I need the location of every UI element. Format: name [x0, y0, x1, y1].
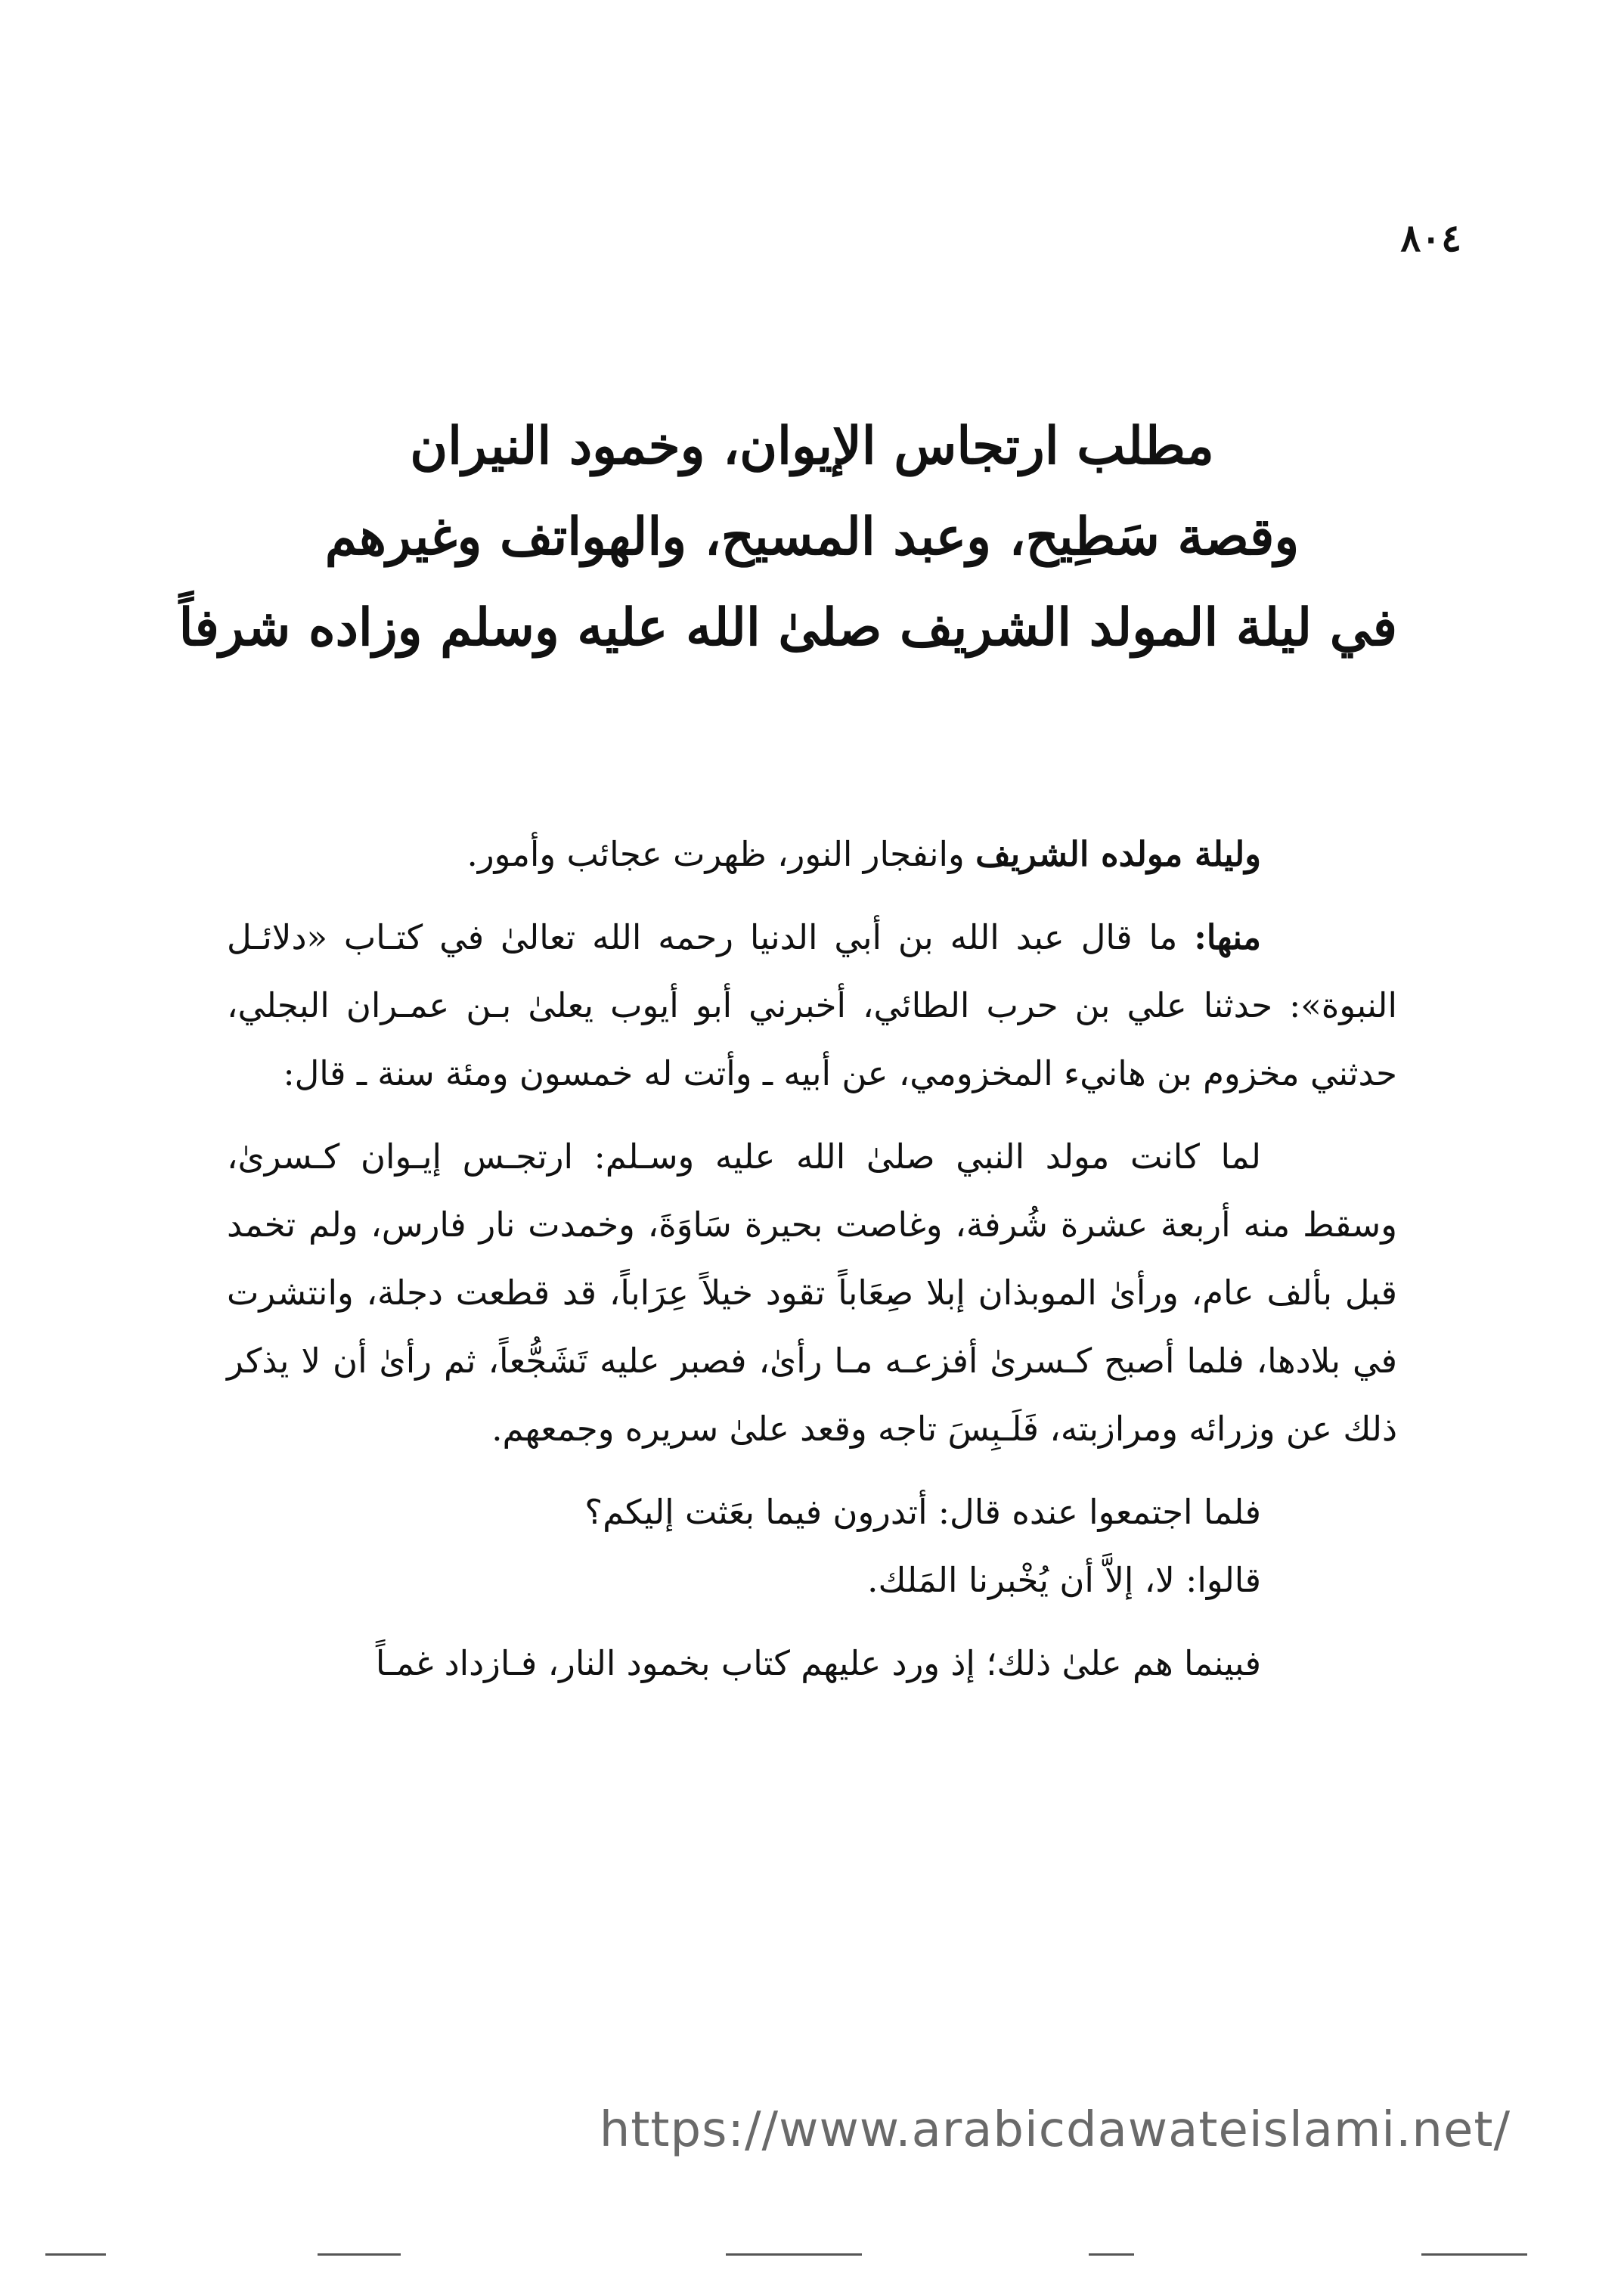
paragraph-1-lead: وليلة مولده الشريف	[975, 834, 1261, 874]
heading-line-2: وقصة سَطِيح، وعبد المسيح، والهواتف وغيرهم	[324, 507, 1300, 567]
paragraph-3	[227, 1123, 1397, 1463]
paragraph-2	[227, 904, 1397, 1108]
paragraph-2-lead: منها:	[1194, 917, 1261, 957]
footer-rule	[1089, 2253, 1134, 2256]
paragraph-1-text: وانفجار النور، ظهرت عجائب وأمور.	[466, 834, 976, 874]
paragraph-5-text: قالوا: لا، إلاَّ أن يُخْبرنا المَلك.	[867, 1560, 1261, 1600]
page-number: ٨٠٤	[1400, 216, 1461, 260]
paragraph-4	[227, 1478, 1397, 1546]
footer-rule	[45, 2253, 106, 2256]
footer-rule	[1421, 2253, 1527, 2256]
chapter-heading	[178, 401, 1397, 673]
paragraph-5	[227, 1546, 1397, 1614]
heading-line-3: في ليلة المولد الشريف صلىٰ الله عليه وسلم وزاده شرفاً	[178, 597, 1397, 658]
watermark-url: https://www.arabicdawateislami.net/	[599, 2102, 1511, 2158]
footer-rule	[726, 2253, 862, 2256]
paragraph-6	[227, 1630, 1397, 1698]
paragraph-4-text: فلما اجتمعوا عنده قال: أتدرون فيما بعَثت إليكم؟	[584, 1492, 1261, 1532]
paragraph-6-text: فبينما هم علىٰ ذلك؛ إذ ورد عليهم كتاب بخمود النار، فـازداد غمـاً	[375, 1643, 1261, 1683]
paragraph-2-text: ما قال عبد الله بن أبي الدنيا رحمه الله تعالىٰ في كتـاب «دلائـل النبوة»: حدثنا علي بن حرب الطائي، أخبرني أبو أيوب يعلىٰ بـن عمـران البجلي، حدثني مخزوم بن هانيء المخزومي، عن أبيه ـ وأتت له خمسون ومئة سنة ـ قال:	[227, 917, 1397, 1093]
body-text	[227, 820, 1397, 1713]
heading-line-1: مطلب ارتجاس الإيوان، وخمود النيران	[410, 416, 1214, 476]
paragraph-3-text: لما كانت مولد النبي صلىٰ الله عليه وسـلم: ارتجـس إيـوان كـسرىٰ، وسقط منه أربعة عشرة شُرفة، وغاصت بحيرة سَاوَةَ، وخمدت نار فارس، ولم تخمد قبل بألف عام، ورأىٰ الموبذان إبلا صِعَاباً تقود خيلاً عِرَاباً، قد قطعت دجلة، وانتشرت في بلادها، فلما أصبح كـسرىٰ أفزعـه مـا رأىٰ، فصبر عليه تَشَجُّعاً، ثم رأىٰ أن لا يذكر ذلك عن وزرائه ومرازبته، فَلَـبِسَ تاجه وقعد علىٰ سريره وجمعهم.	[227, 1137, 1397, 1449]
paragraph-1	[227, 820, 1397, 888]
footer-rule	[318, 2253, 401, 2256]
